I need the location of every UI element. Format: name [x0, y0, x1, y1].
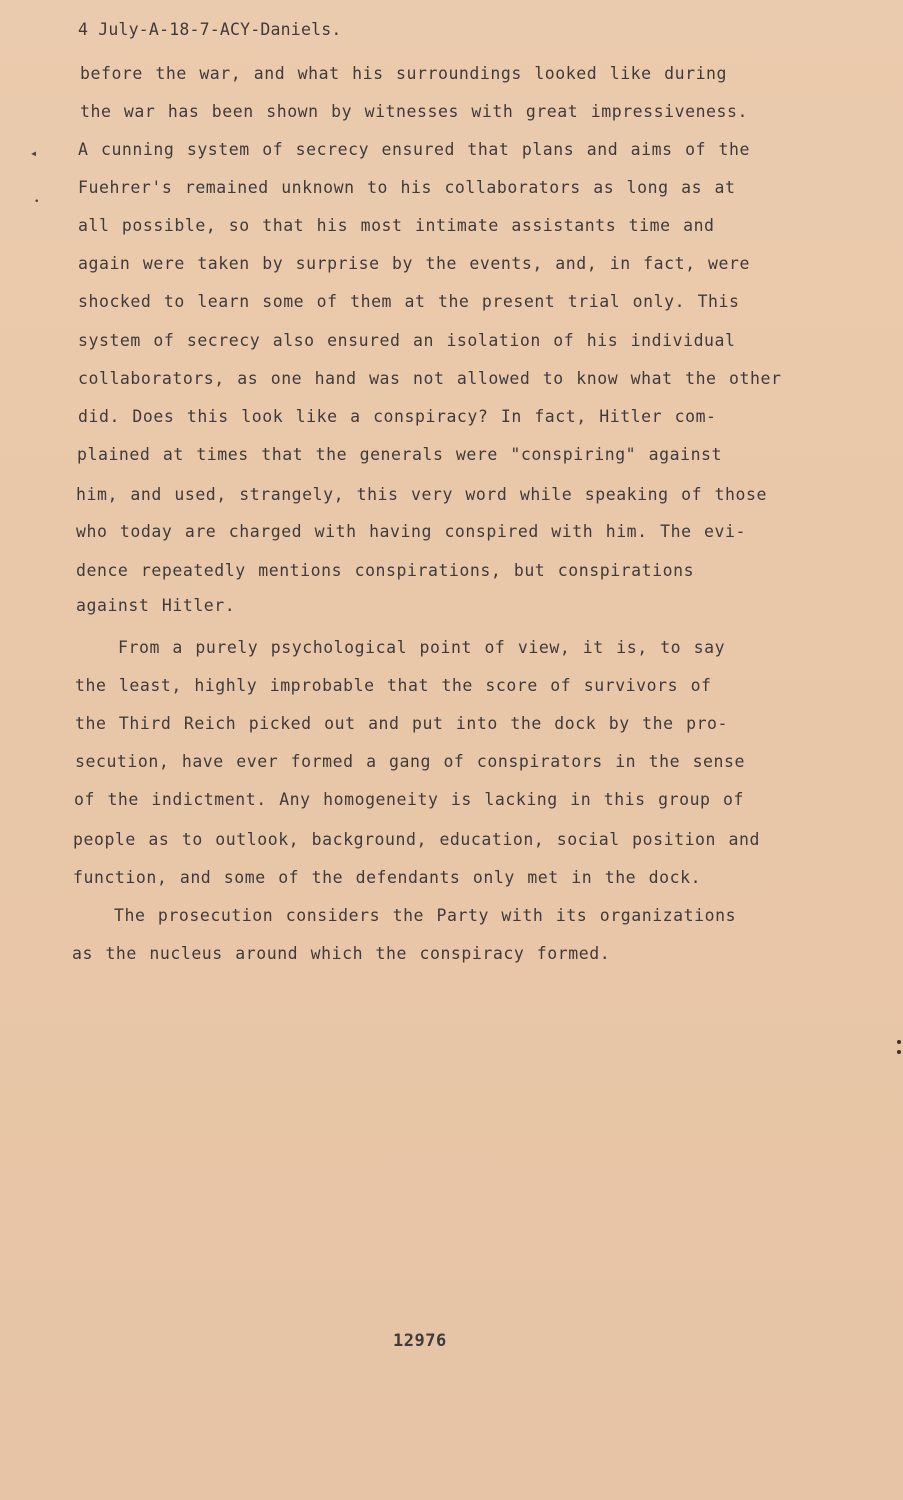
text-line: shocked to learn some of them at the present trial only. This: [78, 292, 740, 311]
text-line: of the indictment. Any homogeneity is lacking in this group of: [74, 790, 744, 809]
edge-mark: [897, 1040, 901, 1044]
margin-arrow-mark: ◂: [30, 146, 38, 160]
text-line: The prosecution considers the Party with its organizations: [114, 906, 737, 925]
text-line: Fuehrer's remained unknown to his collaborators as long as at: [78, 178, 736, 197]
text-line: who today are charged with having conspired with him. The evi-: [76, 522, 746, 541]
text-line: system of secrecy also ensured an isolation of his individual: [78, 331, 736, 350]
text-line: the least, highly improbable that the score of survivors of: [75, 676, 712, 695]
edge-mark: [897, 1050, 901, 1054]
text-line: collaborators, as one hand was not allowed to know what the other: [78, 369, 782, 388]
text-line: function, and some of the defendants only met in the dock.: [73, 868, 702, 887]
text-line: him, and used, strangely, this very word while speaking of those: [76, 485, 767, 504]
text-line: A cunning system of secrecy ensured that plans and aims of the: [78, 140, 750, 159]
text-line: all possible, so that his most intimate assistants time and: [78, 216, 715, 235]
page-number: 12976: [393, 1331, 447, 1351]
text-line: the war has been shown by witnesses with great impressiveness.: [80, 102, 748, 121]
text-line: people as to outlook, background, education, social position and: [73, 830, 760, 849]
text-line: against Hitler.: [76, 596, 236, 615]
margin-dot-mark: •: [34, 197, 40, 207]
text-line: plained at times that the generals were "conspiring" against: [77, 445, 723, 464]
text-line: again were taken by surprise by the events, and, in fact, were: [78, 254, 750, 273]
text-line: secution, have ever formed a gang of conspirators in the sense: [75, 752, 745, 771]
text-line: dence repeatedly mentions conspirations, but conspirations: [76, 561, 695, 580]
text-line: as the nucleus around which the conspiracy formed.: [72, 944, 611, 963]
document-header: 4 July-A-18-7-ACY-Daniels.: [78, 20, 342, 39]
text-line: before the war, and what his surroundings looked like during: [80, 64, 728, 83]
text-line: From a purely psychological point of view, it is, to say: [118, 638, 726, 657]
text-line: the Third Reich picked out and put into the dock by the pro-: [75, 714, 729, 733]
text-line: did. Does this look like a conspiracy? In fact, Hitler com-: [78, 407, 717, 426]
